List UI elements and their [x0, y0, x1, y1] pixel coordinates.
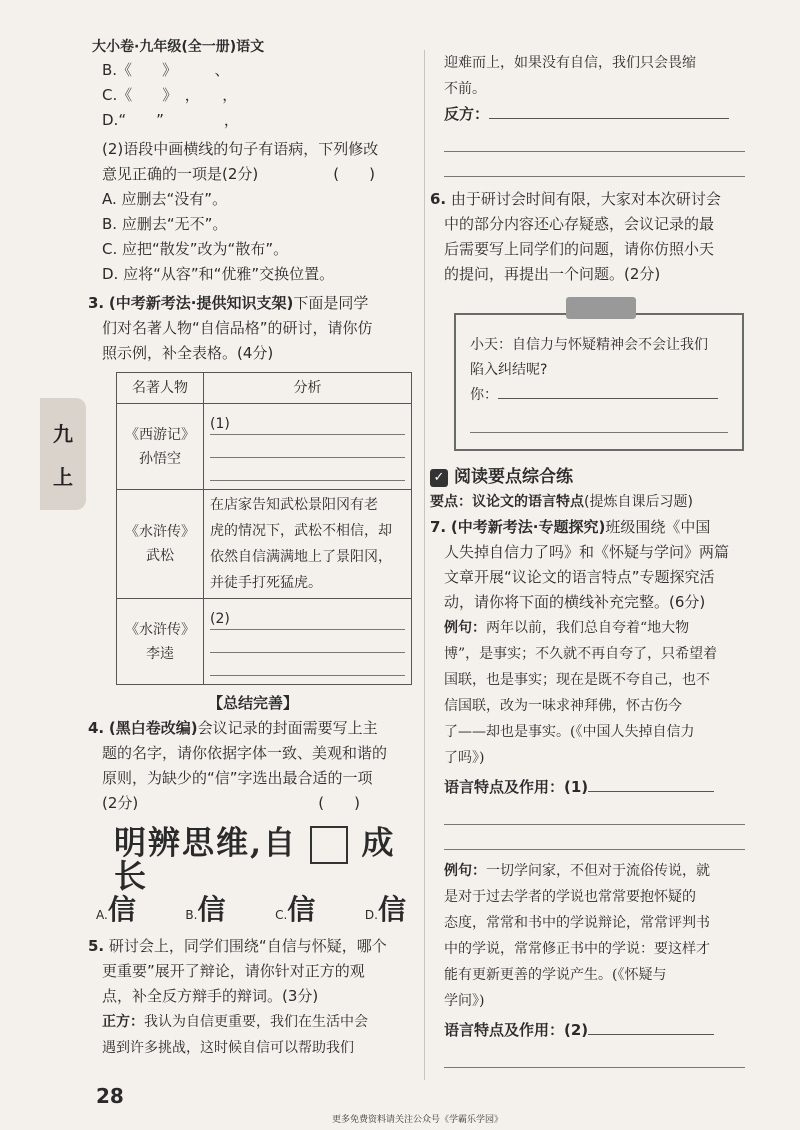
footer-note: 更多免费资料请关注公众号《学霸乐学园》	[332, 1115, 504, 1125]
opt-d-letter: D.	[364, 908, 378, 922]
section-title: 阅读要点综合练	[454, 467, 573, 487]
column-divider	[424, 50, 425, 1080]
table-row1-name	[117, 404, 204, 490]
row1-blank-label: (1)	[210, 416, 230, 432]
table-head-name: 名著人物	[117, 373, 204, 404]
calli-part1: 明辨思维	[114, 823, 251, 862]
key-label: 要点：	[430, 494, 472, 510]
ex1-line2: 博”，是事实；不久就不再自夸了，只希望着	[444, 646, 718, 662]
left-column	[88, 58, 418, 1061]
ex2-line5: 能有更新更善的学说产生。(《怀疑与	[444, 967, 667, 983]
ex2-label: 例句：	[444, 863, 486, 879]
font-options	[96, 893, 406, 928]
ni-rule2[interactable]	[470, 408, 728, 433]
row3-character: 李逵	[146, 645, 174, 662]
book-header: 大小卷·九年级(全一册)语文	[92, 39, 265, 55]
q3-line2: 们对名著人物“自信品格”的研讨，请你仿	[102, 319, 373, 337]
xt-text1: 自信力与怀疑精神会不会让我们	[512, 337, 708, 353]
table-row2-name	[117, 490, 204, 599]
feat1-label: 语言特点及作用：(1)	[444, 778, 589, 796]
card-banner	[566, 297, 636, 319]
q2-option-b: B. 应删去“无不”。	[102, 215, 228, 233]
ff-answer[interactable]	[430, 102, 745, 127]
zf-label: 正方：	[102, 1014, 144, 1030]
ex1-label: 例句：	[444, 620, 486, 636]
option-b: B.《 》 、	[102, 61, 230, 79]
q7-line4: 动，请你将下面的横线补充完整。(6分)	[444, 593, 706, 611]
zf-continue1: 迎难而上，如果没有自信，我们只会畏缩	[444, 55, 696, 71]
section-heading	[430, 465, 745, 490]
side-tab-line1: 九	[53, 422, 73, 446]
opt-d-glyph: 信	[377, 893, 406, 926]
q7-tag: (中考新考法·专题探究)	[450, 518, 606, 536]
row2-line1: 在店家告知武松景阳冈有老	[210, 497, 378, 513]
ni-label: 你：	[470, 387, 498, 403]
q7-text1: 班级围绕《中国	[605, 518, 711, 536]
calli-part3: 成长	[114, 823, 396, 895]
q6-line4: 的提问，再提出一个问题。(2分)	[444, 265, 661, 283]
q4-line2: 题的名字，请你依据字体一致、美观和谐的	[102, 744, 388, 762]
q2-option-d: D. 应将“从容”和“优雅”交换位置。	[102, 265, 335, 283]
table-head-analysis: 分析	[204, 373, 412, 404]
q2-option-a: A. 应删去“没有”。	[102, 190, 228, 208]
q4-line4: (2分) ( )	[102, 794, 360, 812]
feat2-label: 语言特点及作用：(2)	[444, 1021, 589, 1039]
feat2-rule2[interactable]	[444, 1043, 745, 1068]
ex1-line5: 了——却也是事实。(《中国人失掉自信力	[444, 724, 695, 740]
key-note: (提炼自课后习题)	[584, 494, 693, 510]
q3-line1	[88, 291, 418, 316]
q2-2-line2: 意见正确的一项是(2分) ( )	[102, 165, 375, 183]
feat1-rule3[interactable]	[444, 825, 745, 850]
key-point	[430, 490, 745, 515]
font-option-b[interactable]	[185, 893, 226, 928]
ex1-line6: 了吗》)	[444, 750, 485, 766]
ex2-line4: 中的学说，常常修正书中的学说：要这样才	[444, 941, 710, 957]
ex1-line3: 国联，也是事实；现在是既不夸自己，也不	[444, 672, 710, 688]
opt-b-letter: B.	[185, 908, 198, 922]
q7-line2: 人失掉自信力了吗》和《怀疑与学问》两篇	[444, 543, 730, 561]
font-option-d[interactable]	[364, 893, 406, 928]
opt-b-glyph: 信	[197, 893, 226, 926]
q5-line3: 点，补全反方辩手的辩词。(3分)	[102, 987, 319, 1005]
xt-label: 小天：	[470, 337, 512, 353]
row2-line2: 虎的情况下，武松不相信，却	[210, 523, 392, 539]
zf-continue2: 不前。	[444, 81, 486, 97]
ex1-line1	[430, 615, 745, 641]
q7-number: 7.	[430, 518, 447, 536]
ex2-line2: 是对于过去学者的学说也常常要抱怀疑的	[444, 889, 696, 905]
q6-line2: 中的部分内容还心存疑惑，会议记录的最	[444, 215, 715, 233]
row2-line3: 依然自信满满地上了景阳冈，	[210, 549, 392, 565]
row1-book: 《西游记》	[125, 426, 195, 443]
ni-answer[interactable]	[470, 383, 728, 408]
opt-a-letter: A.	[96, 908, 108, 922]
summary-heading: 【总结完善】	[207, 694, 298, 712]
q7-line1	[430, 515, 745, 540]
q4-number: 4.	[88, 719, 105, 737]
zf-text1: 我认为自信更重要，我们在生活中会	[144, 1014, 368, 1030]
zf-line1	[88, 1009, 418, 1035]
character-table	[116, 372, 412, 685]
calli-part2: 自	[263, 823, 298, 862]
q2-option-c: C. 应把“散发”改为“散布”。	[102, 240, 289, 258]
opt-c-letter: C.	[275, 908, 288, 922]
q5-number: 5.	[88, 937, 105, 955]
q3-tag: (中考新考法·提供知识支架)	[108, 294, 294, 312]
ex1-line4: 信国联，改为一味求神拜佛，怀古伤今	[444, 698, 682, 714]
q3-line3: 照示例，补全表格。(4分)	[102, 344, 274, 362]
option-d: D.“ ” ，	[102, 111, 239, 129]
ex1-text1: 两年以前，我们总自夸着“地大物	[486, 620, 690, 636]
table-row3-answer[interactable]	[204, 599, 412, 685]
page-number: 28	[96, 1084, 124, 1108]
q6-line1	[430, 187, 745, 212]
table-row2-analysis	[204, 490, 412, 599]
q7-line3: 文章开展“议论文的语言特点”专题探究活	[444, 568, 715, 586]
row3-book: 《水浒传》	[125, 621, 195, 638]
row1-character: 孙悟空	[139, 450, 181, 467]
side-tab-line2: 上	[53, 465, 73, 489]
side-tab	[40, 398, 86, 510]
ex2-line1	[430, 858, 745, 884]
q3-number: 3.	[88, 294, 105, 312]
q6-text1: 由于研讨会时间有限，大家对本次研讨会	[450, 190, 721, 208]
ff-rule2[interactable]	[444, 127, 745, 152]
row2-line4: 并徒手打死猛虎。	[210, 575, 322, 591]
feat2-answer[interactable]	[430, 1018, 745, 1043]
ex2-text1: 一切学问家，不但对于流俗传说，就	[486, 863, 710, 879]
q4-line1	[88, 716, 418, 741]
right-column	[430, 50, 745, 1068]
q3-text1: 下面是同学	[293, 294, 369, 312]
q5-line1	[88, 934, 418, 959]
q5-line2: 更重要”展开了辩论，请你针对正方的观	[102, 962, 365, 980]
feat1-answer[interactable]	[430, 775, 745, 800]
row2-book: 《水浒传》	[125, 524, 195, 540]
missing-character-box	[310, 826, 348, 864]
table-row3-name	[117, 599, 204, 685]
opt-a-glyph: 信	[107, 893, 136, 926]
q2-2-line1: (2)语段中画横线的句子有语病，下列修改	[102, 140, 379, 158]
table-row1-answer[interactable]	[204, 404, 412, 490]
ex2-line3: 态度，常常和书中的学说辩论，常常评判书	[444, 915, 710, 931]
ex2-line6: 学问》)	[444, 993, 485, 1009]
row3-blank-label: (2)	[210, 611, 230, 627]
opt-c-glyph: 信	[287, 893, 316, 926]
xt-line1	[470, 333, 728, 358]
q6-line3: 后需要写上同学们的问题，请你仿照小天	[444, 240, 715, 258]
check-icon: ✓	[430, 469, 448, 487]
ff-rule3[interactable]	[444, 152, 745, 177]
option-c: C.《 》 ， ，	[102, 86, 238, 104]
font-option-a[interactable]	[96, 893, 136, 928]
q4-text1: 会议记录的封面需要写上主	[197, 719, 378, 737]
ff-label: 反方：	[444, 105, 490, 123]
xt-line2: 陷入纠结呢?	[470, 362, 548, 378]
key-text: 议论文的语言特点	[472, 494, 584, 510]
zf-line2: 遇到许多挑战，这时候自信可以帮助我们	[102, 1040, 354, 1056]
calligraphy-title: 明辨思维,自 成长	[114, 823, 396, 895]
question-card	[454, 313, 744, 451]
feat1-rule2[interactable]	[444, 800, 745, 825]
font-option-c[interactable]	[275, 893, 316, 928]
q5-text1: 研讨会上，同学们围绕“自信与怀疑，哪个	[108, 937, 387, 955]
q4-tag: (黑白卷改编)	[108, 719, 198, 737]
q6-number: 6.	[430, 190, 447, 208]
q4-line3: 原则，为缺少的“信”字选出最合适的一项	[102, 769, 373, 787]
row2-character: 武松	[146, 548, 174, 564]
